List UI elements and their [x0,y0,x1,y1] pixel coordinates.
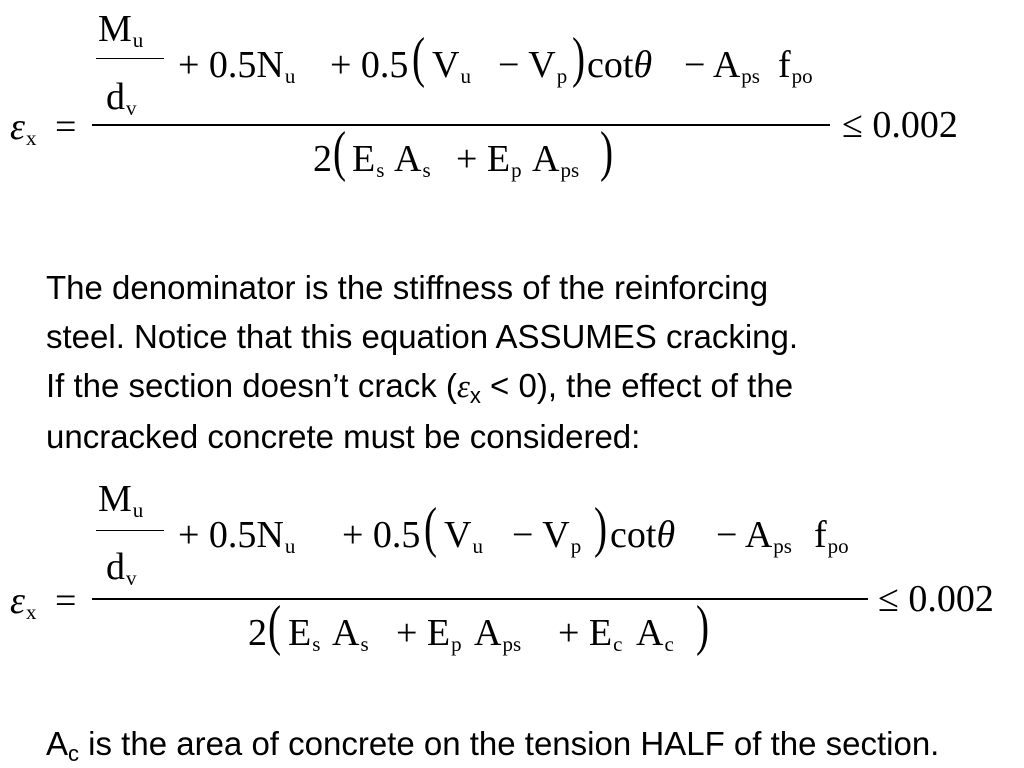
eq1-aps: − $A_{ps}$ [684,44,760,88]
eq1-main-fraction-bar [92,124,830,126]
eq2-den-es: $E_s$ [288,612,321,656]
eq2-lhs: $\varepsilon_x$ [10,580,37,624]
eq2-den-as: $A_s$ [332,612,369,656]
eq1-close-paren: ) [572,27,586,89]
eq2-den-aps: $A_{ps}$ [474,612,522,656]
eq1-cot: cotθ [587,44,653,86]
eq2-vu: $V_u$ [444,514,483,558]
eq2-den-open-paren: ( [268,595,282,657]
para1-line4: uncracked concrete must be considered: [46,418,641,455]
eq1-small-fraction-bar [96,58,164,59]
eq1-den-ep: + $E_p$ [456,138,522,182]
eq2-equals: = [55,580,77,622]
eq1-term-nu: + $0.5N_u$ [178,44,296,88]
eq2-main-fraction-bar [92,598,868,600]
eq2-vp: − $V_p$ [512,514,582,558]
eq2-limit: ≤ 0.002 [878,578,994,620]
eq2-term-nu: + $0.5N_u$ [178,514,296,558]
eq1-vu: $V_u$ [432,44,471,88]
eq2-fpo: $f_{po}$ [814,514,849,558]
ac-definition [46,719,939,768]
eq1-equals: = [55,106,77,148]
eq2-den-two: 2 [248,612,267,654]
eq2-cot: cotθ [610,514,676,556]
eq2-close-paren: ) [594,497,608,559]
eq2-small-fraction-bar [96,530,164,531]
para1-line1: The denominator is the stiffness of the reinforcing [46,269,769,306]
eq1-mu: $M_u$ [98,8,144,52]
eq2-den-ep: + $E_p$ [396,612,462,656]
ac-subscript: c [68,741,80,766]
eq2-dv: $d_v$ [106,546,137,590]
eq1-vp: − $V_p$ [498,44,568,88]
para1-line3: If the section doesn’t crack $(\varepsilon_x < 0)$, the effect of the [46,367,794,408]
eq1-lhs: $\varepsilon_x$ [10,106,37,150]
eq1-open-paren: ( [412,27,426,89]
eq1-den-close-paren: ) [600,121,614,183]
eq2-term-05: + 0.5 [342,514,421,556]
ac-symbol: A [46,725,69,762]
eq2-den-ec: + $E_c$ [558,612,623,656]
eq2-den-close-paren: ) [696,595,710,657]
explanation-paragraph [46,263,798,461]
eq1-den-two: 2 [313,138,332,180]
eq1-term-05: + 0.5 [330,44,409,86]
eq1-limit: ≤ 0.002 [842,104,958,146]
eq2-mu: $M_u$ [98,478,144,522]
para1-line2: steel. Notice that this equation ASSUMES cracking. [46,318,799,355]
eq2-den-ac: $A_c$ [636,612,674,656]
ac-definition-text: is the area of concrete on the tension HALF of the section. [79,725,940,762]
eq1-den-aps: $A_{ps}$ [532,138,580,182]
eq1-den-as: $A_s$ [394,138,431,182]
eq2-aps: − $A_{ps}$ [716,514,792,558]
eq2-open-paren: ( [424,497,438,559]
eq1-den-es: $E_s$ [352,138,385,182]
eq1-dv: $d_v$ [106,76,137,120]
eq1-den-open-paren: ( [333,121,347,183]
eq1-fpo: $f_{po}$ [778,44,813,88]
